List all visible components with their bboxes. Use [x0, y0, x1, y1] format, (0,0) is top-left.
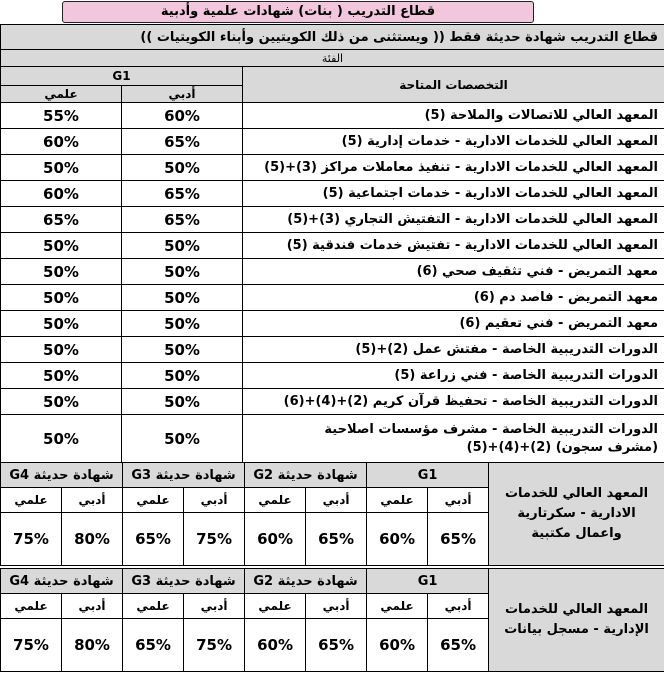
- value-science: 60%: [245, 513, 306, 566]
- literary-percent: 50%: [122, 233, 243, 259]
- specialization-cell: الدورات التدريبية الخاصة - مفتش عمل (2)+(5): [243, 337, 664, 363]
- value-science: 60%: [367, 619, 428, 672]
- main-table: [0, 24, 664, 464]
- science-percent: 50%: [1, 337, 122, 363]
- section-data-entry: [0, 568, 664, 672]
- table-row: [1, 285, 664, 311]
- col-science: علمي: [123, 594, 184, 619]
- table-row: [1, 337, 664, 363]
- col-science: علمي: [1, 594, 62, 619]
- value-literary: 65%: [428, 619, 489, 672]
- literary-percent: 50%: [122, 415, 243, 464]
- value-science: 75%: [1, 619, 62, 672]
- science-percent: 60%: [1, 181, 122, 207]
- col-literary: أدبي: [184, 488, 245, 513]
- table-row: [1, 155, 664, 181]
- table-row: [1, 207, 664, 233]
- group-label: G1: [1, 67, 243, 86]
- specialization-cell: المعهد العالي للخدمات الادارية - تنفيذ معاملات مراكز (3)+(5): [243, 155, 664, 181]
- specialization-cell: معهد التمريض - فني تعقيم (6): [243, 311, 664, 337]
- col-literary: أدبي: [306, 488, 367, 513]
- science-percent: 65%: [1, 207, 122, 233]
- table-row: [1, 363, 664, 389]
- col-science: علمي: [245, 488, 306, 513]
- literary-percent: 50%: [122, 389, 243, 415]
- table-row: [1, 415, 664, 464]
- science-percent: 60%: [1, 129, 122, 155]
- col-literary: أدبي: [62, 488, 123, 513]
- value-science: 65%: [123, 619, 184, 672]
- group-header: شهادة حديثة G4: [1, 569, 123, 594]
- column-header-science: علمي: [1, 86, 122, 103]
- group-header: شهادة حديثة G2: [245, 569, 367, 594]
- page-banner: قطاع التدريب ( بنات) شهادات علمية وأدبية: [62, 1, 534, 23]
- group-header: شهادة حديثة G4: [1, 463, 123, 488]
- specialization-cell: المعهد العالي للخدمات الادارية - خدمات إدارية (5): [243, 129, 664, 155]
- literary-percent: 50%: [122, 285, 243, 311]
- science-percent: 50%: [1, 415, 122, 464]
- literary-percent: 65%: [122, 207, 243, 233]
- value-literary: 65%: [428, 513, 489, 566]
- specialization-cell: الدورات التدريبية الخاصة - تحفيظ قرآن كريم (2)+(4)+(6): [243, 389, 664, 415]
- group-header: شهادة حديثة G2: [245, 463, 367, 488]
- value-science: 65%: [123, 513, 184, 566]
- science-percent: 50%: [1, 311, 122, 337]
- col-literary: أدبي: [428, 594, 489, 619]
- value-literary: 75%: [184, 513, 245, 566]
- table-row: [1, 259, 664, 285]
- science-percent: 55%: [1, 103, 122, 129]
- column-header-spec: التخصصات المتاحة: [243, 67, 664, 103]
- table-row: [1, 103, 664, 129]
- col-science: علمي: [245, 594, 306, 619]
- category-label: الفئة: [1, 50, 664, 67]
- value-science: 75%: [1, 513, 62, 566]
- section-group-row: [1, 569, 664, 594]
- section-spec: المعهد العالي للخدمات الإدارية - مسجل بيانات: [489, 569, 664, 672]
- specialization-line-1: الدورات التدريبية الخاصة - مشرف مؤسسات اصلاحية: [324, 422, 659, 437]
- specialization-cell: معهد التمريض - فاصد دم (6): [243, 285, 664, 311]
- science-percent: 50%: [1, 233, 122, 259]
- section-spec: المعهد العالي للخدمات الادارية - سكرتارية واعمال مكتبية: [489, 463, 664, 566]
- col-literary: أدبي: [62, 594, 123, 619]
- literary-percent: 50%: [122, 259, 243, 285]
- literary-percent: 50%: [122, 155, 243, 181]
- section-group-row: [1, 463, 664, 488]
- section-secretarial: [0, 462, 664, 566]
- group-header: شهادة حديثة G3: [123, 569, 245, 594]
- science-percent: 50%: [1, 259, 122, 285]
- table-title: قطاع التدريب شهادة حديثة فقط (( ويستثنى من ذلك الكويتيين وأبناء الكويتيات )): [1, 25, 664, 50]
- value-literary: 80%: [62, 619, 123, 672]
- col-science: علمي: [367, 488, 428, 513]
- value-literary: 65%: [306, 513, 367, 566]
- table-row: [1, 129, 664, 155]
- literary-percent: 60%: [122, 103, 243, 129]
- specialization-cell: المعهد العالي للاتصالات والملاحة (5): [243, 103, 664, 129]
- literary-percent: 65%: [122, 129, 243, 155]
- literary-percent: 50%: [122, 311, 243, 337]
- specialization-cell: [243, 415, 664, 464]
- group-header: G1: [367, 463, 489, 488]
- specialization-cell: المعهد العالي للخدمات الادارية - خدمات اجتماعية (5): [243, 181, 664, 207]
- value-literary: 65%: [306, 619, 367, 672]
- specialization-cell: معهد التمريض - فني تثقيف صحي (6): [243, 259, 664, 285]
- column-header-row: [1, 67, 664, 86]
- table-row: [1, 233, 664, 259]
- col-literary: أدبي: [184, 594, 245, 619]
- table-row: [1, 389, 664, 415]
- col-literary: أدبي: [428, 488, 489, 513]
- value-science: 60%: [367, 513, 428, 566]
- science-percent: 50%: [1, 155, 122, 181]
- value-science: 60%: [245, 619, 306, 672]
- specialization-cell: المعهد العالي للخدمات الادارية - تفتيش خدمات فندقية (5): [243, 233, 664, 259]
- science-percent: 50%: [1, 389, 122, 415]
- table-row: [1, 181, 664, 207]
- col-literary: أدبي: [306, 594, 367, 619]
- literary-percent: 50%: [122, 363, 243, 389]
- literary-percent: 65%: [122, 181, 243, 207]
- specialization-cell: المعهد العالي للخدمات الادارية - التفتيش التجاري (3)+(5): [243, 207, 664, 233]
- specialization-cell: الدورات التدريبية الخاصة - فني زراعة (5): [243, 363, 664, 389]
- literary-percent: 50%: [122, 337, 243, 363]
- col-science: علمي: [1, 488, 62, 513]
- col-science: علمي: [123, 488, 184, 513]
- value-literary: 75%: [184, 619, 245, 672]
- table-row: [1, 311, 664, 337]
- science-percent: 50%: [1, 285, 122, 311]
- column-header-literary: أدبي: [122, 86, 243, 103]
- group-header: شهادة حديثة G3: [123, 463, 245, 488]
- col-science: علمي: [367, 594, 428, 619]
- table-header-row: [1, 25, 664, 50]
- value-literary: 80%: [62, 513, 123, 566]
- science-percent: 50%: [1, 363, 122, 389]
- specialization-line-2: (مشرف سجون) (2)+(4)+(5): [466, 440, 659, 455]
- category-row: [1, 50, 664, 67]
- group-header: G1: [367, 569, 489, 594]
